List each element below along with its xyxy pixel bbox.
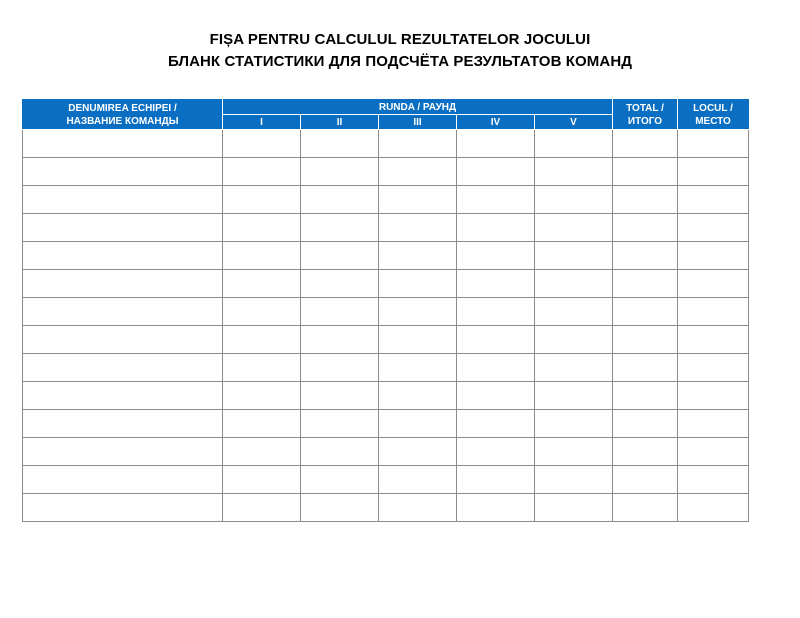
cell-round-4[interactable] — [457, 186, 535, 214]
cell-round-3[interactable] — [379, 326, 457, 354]
table-row — [23, 130, 749, 158]
table-row — [23, 494, 749, 522]
cell-total[interactable] — [613, 438, 678, 466]
cell-round-4[interactable] — [457, 158, 535, 186]
header-total-ro: TOTAL / — [626, 102, 664, 114]
cell-total[interactable] — [613, 298, 678, 326]
cell-round-1[interactable] — [223, 438, 301, 466]
header-round-5: V — [535, 115, 613, 130]
cell-place[interactable] — [678, 298, 749, 326]
cell-round-3[interactable] — [379, 438, 457, 466]
table-row — [23, 466, 749, 494]
cell-round-1[interactable] — [223, 326, 301, 354]
cell-total[interactable] — [613, 130, 678, 158]
cell-round-5[interactable] — [535, 158, 613, 186]
header-total-ru: ИТОГО — [627, 115, 663, 127]
table-row — [23, 158, 749, 186]
cell-total[interactable] — [613, 270, 678, 298]
cell-round-4[interactable] — [457, 270, 535, 298]
cell-team-name[interactable] — [23, 158, 223, 186]
header-round-3: III — [379, 115, 457, 130]
cell-round-1[interactable] — [223, 186, 301, 214]
cell-round-3[interactable] — [379, 298, 457, 326]
header-team-name-ro: DENUMIREA ECHIPEI / — [68, 102, 177, 114]
cell-team-name[interactable] — [23, 270, 223, 298]
cell-total[interactable] — [613, 382, 678, 410]
cell-round-4[interactable] — [457, 298, 535, 326]
cell-team-name[interactable] — [23, 438, 223, 466]
cell-team-name[interactable] — [23, 326, 223, 354]
cell-round-2[interactable] — [301, 214, 379, 242]
header-row-top — [23, 100, 749, 115]
cell-total[interactable] — [613, 410, 678, 438]
cell-round-5[interactable] — [535, 354, 613, 382]
cell-place[interactable] — [678, 382, 749, 410]
cell-team-name[interactable] — [23, 494, 223, 522]
cell-round-2[interactable] — [301, 438, 379, 466]
cell-place[interactable] — [678, 438, 749, 466]
cell-place[interactable] — [678, 158, 749, 186]
cell-round-2[interactable] — [301, 270, 379, 298]
header-place — [678, 100, 749, 130]
cell-round-5[interactable] — [535, 270, 613, 298]
cell-round-1[interactable] — [223, 382, 301, 410]
cell-round-4[interactable] — [457, 326, 535, 354]
cell-round-3[interactable] — [379, 130, 457, 158]
cell-round-3[interactable] — [379, 158, 457, 186]
cell-round-5[interactable] — [535, 494, 613, 522]
header-total — [613, 100, 678, 130]
table-body — [23, 130, 749, 522]
cell-place[interactable] — [678, 242, 749, 270]
table-row — [23, 242, 749, 270]
cell-round-4[interactable] — [457, 382, 535, 410]
cell-round-5[interactable] — [535, 298, 613, 326]
cell-round-2[interactable] — [301, 242, 379, 270]
cell-round-2[interactable] — [301, 494, 379, 522]
header-round: RUNDA / РАУНД — [223, 100, 613, 115]
cell-team-name[interactable] — [23, 130, 223, 158]
cell-place[interactable] — [678, 186, 749, 214]
header-team-name — [23, 100, 223, 130]
cell-total[interactable] — [613, 186, 678, 214]
cell-round-1[interactable] — [223, 158, 301, 186]
cell-total[interactable] — [613, 466, 678, 494]
table-row — [23, 382, 749, 410]
cell-place[interactable] — [678, 410, 749, 438]
cell-round-1[interactable] — [223, 354, 301, 382]
cell-round-5[interactable] — [535, 438, 613, 466]
cell-team-name[interactable] — [23, 186, 223, 214]
header-team-name-ru: НАЗВАНИЕ КОМАНДЫ — [66, 115, 179, 127]
cell-round-4[interactable] — [457, 130, 535, 158]
table-row — [23, 354, 749, 382]
cell-round-2[interactable] — [301, 382, 379, 410]
cell-round-1[interactable] — [223, 130, 301, 158]
cell-team-name[interactable] — [23, 382, 223, 410]
cell-round-2[interactable] — [301, 130, 379, 158]
cell-round-1[interactable] — [223, 466, 301, 494]
cell-round-4[interactable] — [457, 466, 535, 494]
cell-place[interactable] — [678, 214, 749, 242]
cell-round-3[interactable] — [379, 214, 457, 242]
table-row — [23, 214, 749, 242]
cell-team-name[interactable] — [23, 214, 223, 242]
cell-round-5[interactable] — [535, 410, 613, 438]
table-row — [23, 326, 749, 354]
cell-round-3[interactable] — [379, 354, 457, 382]
header-round-2: II — [301, 115, 379, 130]
cell-total[interactable] — [613, 158, 678, 186]
sheet-title-romanian: FIȘA PENTRU CALCULUL REZULTATELOR JOCULUI — [209, 31, 591, 48]
cell-total[interactable] — [613, 214, 678, 242]
header-place-ru: МЕСТО — [695, 115, 731, 127]
cell-team-name[interactable] — [23, 298, 223, 326]
cell-place[interactable] — [678, 466, 749, 494]
cell-round-4[interactable] — [457, 410, 535, 438]
cell-round-1[interactable] — [223, 214, 301, 242]
cell-round-1[interactable] — [223, 298, 301, 326]
header-place-ro: LOCUL / — [693, 102, 733, 114]
results-table — [22, 99, 749, 522]
table-row — [23, 410, 749, 438]
cell-total[interactable] — [613, 326, 678, 354]
cell-round-3[interactable] — [379, 494, 457, 522]
cell-place[interactable] — [678, 354, 749, 382]
cell-place[interactable] — [678, 494, 749, 522]
cell-total[interactable] — [613, 242, 678, 270]
cell-round-3[interactable] — [379, 382, 457, 410]
cell-round-5[interactable] — [535, 382, 613, 410]
cell-round-2[interactable] — [301, 186, 379, 214]
table-row — [23, 186, 749, 214]
cell-round-1[interactable] — [223, 494, 301, 522]
cell-round-3[interactable] — [379, 410, 457, 438]
cell-round-5[interactable] — [535, 466, 613, 494]
cell-round-3[interactable] — [379, 186, 457, 214]
cell-place[interactable] — [678, 130, 749, 158]
cell-team-name[interactable] — [23, 466, 223, 494]
cell-round-1[interactable] — [223, 270, 301, 298]
cell-round-3[interactable] — [379, 242, 457, 270]
cell-team-name[interactable] — [23, 410, 223, 438]
cell-round-1[interactable] — [223, 242, 301, 270]
cell-round-4[interactable] — [457, 242, 535, 270]
cell-round-1[interactable] — [223, 410, 301, 438]
cell-round-3[interactable] — [379, 270, 457, 298]
cell-round-5[interactable] — [535, 186, 613, 214]
cell-round-2[interactable] — [301, 354, 379, 382]
cell-round-4[interactable] — [457, 354, 535, 382]
table-row — [23, 298, 749, 326]
cell-round-5[interactable] — [535, 326, 613, 354]
cell-total[interactable] — [613, 354, 678, 382]
cell-round-2[interactable] — [301, 326, 379, 354]
cell-place[interactable] — [678, 326, 749, 354]
cell-round-4[interactable] — [457, 214, 535, 242]
cell-total[interactable] — [613, 494, 678, 522]
cell-round-2[interactable] — [301, 466, 379, 494]
cell-team-name[interactable] — [23, 242, 223, 270]
header-round-4: IV — [457, 115, 535, 130]
cell-round-2[interactable] — [301, 158, 379, 186]
cell-round-2[interactable] — [301, 410, 379, 438]
cell-round-4[interactable] — [457, 494, 535, 522]
cell-round-5[interactable] — [535, 242, 613, 270]
cell-round-4[interactable] — [457, 438, 535, 466]
table-row — [23, 270, 749, 298]
cell-round-5[interactable] — [535, 130, 613, 158]
cell-round-5[interactable] — [535, 214, 613, 242]
cell-place[interactable] — [678, 270, 749, 298]
sheet-title-russian: БЛАНК СТАТИСТИКИ ДЛЯ ПОДСЧЁТА РЕЗУЛЬТАТОВ КОМАНД — [167, 53, 633, 70]
cell-team-name[interactable] — [23, 354, 223, 382]
table-row — [23, 438, 749, 466]
header-round-1: I — [223, 115, 301, 130]
cell-round-2[interactable] — [301, 298, 379, 326]
cell-round-3[interactable] — [379, 466, 457, 494]
